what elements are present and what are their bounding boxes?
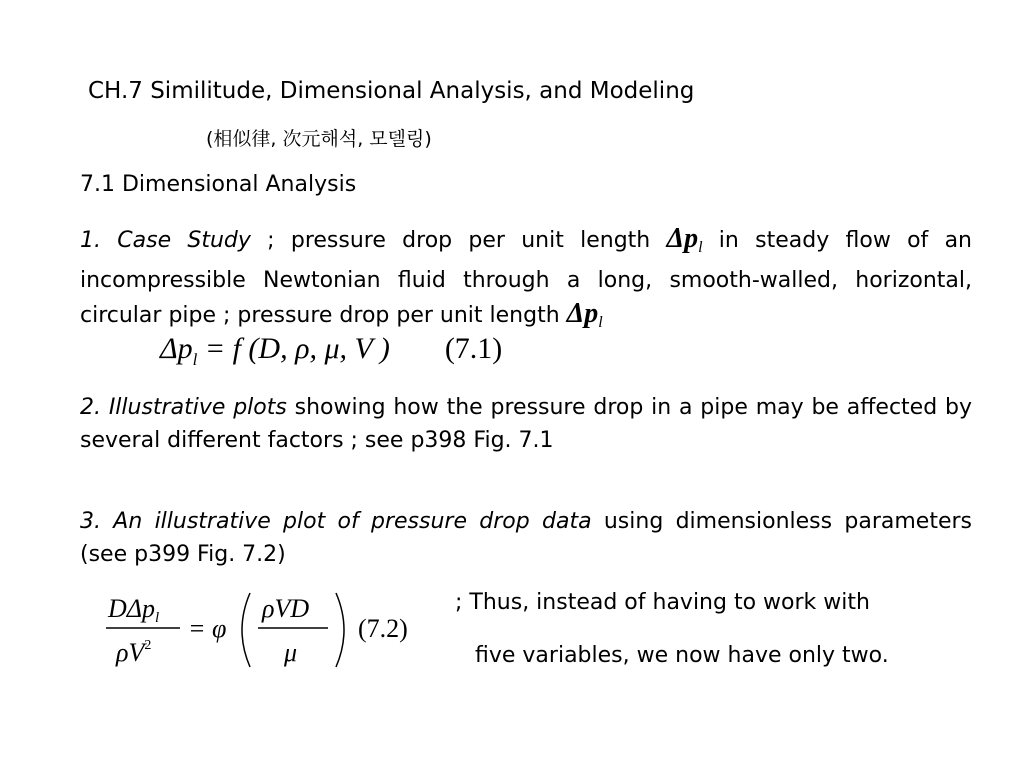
case-study-text-b: in steady flow of an incompressible Newtonian fluid through a long, smooth-walled, horizontal, circular pipe ; pressure drop per unit length bbox=[80, 228, 972, 328]
paragraph-dimensionless bbox=[80, 505, 972, 571]
pressure-drop-symbol-2: $\Delta p_l$ bbox=[566, 298, 603, 331]
illustrative-plots-label: 2. Illustrative plots bbox=[80, 395, 287, 420]
case-study-text-a: ; pressure drop per unit length bbox=[250, 228, 667, 253]
eq2-lhs-denominator: $\rho V^2$ bbox=[116, 638, 152, 667]
case-study-label: 1. Case Study bbox=[80, 228, 251, 253]
eq2-number: (7.2) bbox=[358, 614, 408, 643]
illustrative-plots-text: showing how the pressure drop in a pipe may be affected by several different factors ; see p398 Fig. 7.1 bbox=[80, 395, 972, 453]
paragraph-case-study bbox=[80, 222, 972, 339]
note-line-1: ; Thus, instead of having to work with bbox=[455, 590, 870, 615]
eq2-phi: = φ bbox=[188, 614, 227, 643]
slide-title: CH.7 Similitude, Dimensional Analysis, and Modeling bbox=[88, 78, 695, 104]
dimensionless-label: 3. An illustrative plot of pressure drop data bbox=[80, 509, 592, 534]
dimensionless-text: using dimensionless parameters (see p399 Fig. 7.2) bbox=[80, 509, 972, 567]
equation-7-2 bbox=[100, 585, 440, 675]
eq2-arg-numerator: ρVD bbox=[262, 594, 310, 623]
eq2-arg-denominator: μ bbox=[284, 638, 298, 667]
pressure-drop-symbol: $\Delta p_l$ bbox=[666, 223, 703, 256]
section-heading: 7.1 Dimensional Analysis bbox=[80, 172, 357, 197]
eq2-right-paren bbox=[336, 593, 344, 667]
eq2-lhs-numerator: DΔpl bbox=[108, 594, 160, 626]
equation-7-1-number: (7.1) bbox=[444, 332, 503, 365]
slide-subtitle: (相似律, 次元해석, 모델링) bbox=[206, 128, 432, 150]
note-line-2: five variables, we now have only two. bbox=[475, 643, 889, 668]
equation-7-1: $\Delta p_l = f$ (D, ρ, μ, V ) (7.1) bbox=[160, 332, 503, 369]
eq2-left-paren bbox=[242, 593, 250, 667]
paragraph-illustrative-plots bbox=[80, 391, 972, 457]
